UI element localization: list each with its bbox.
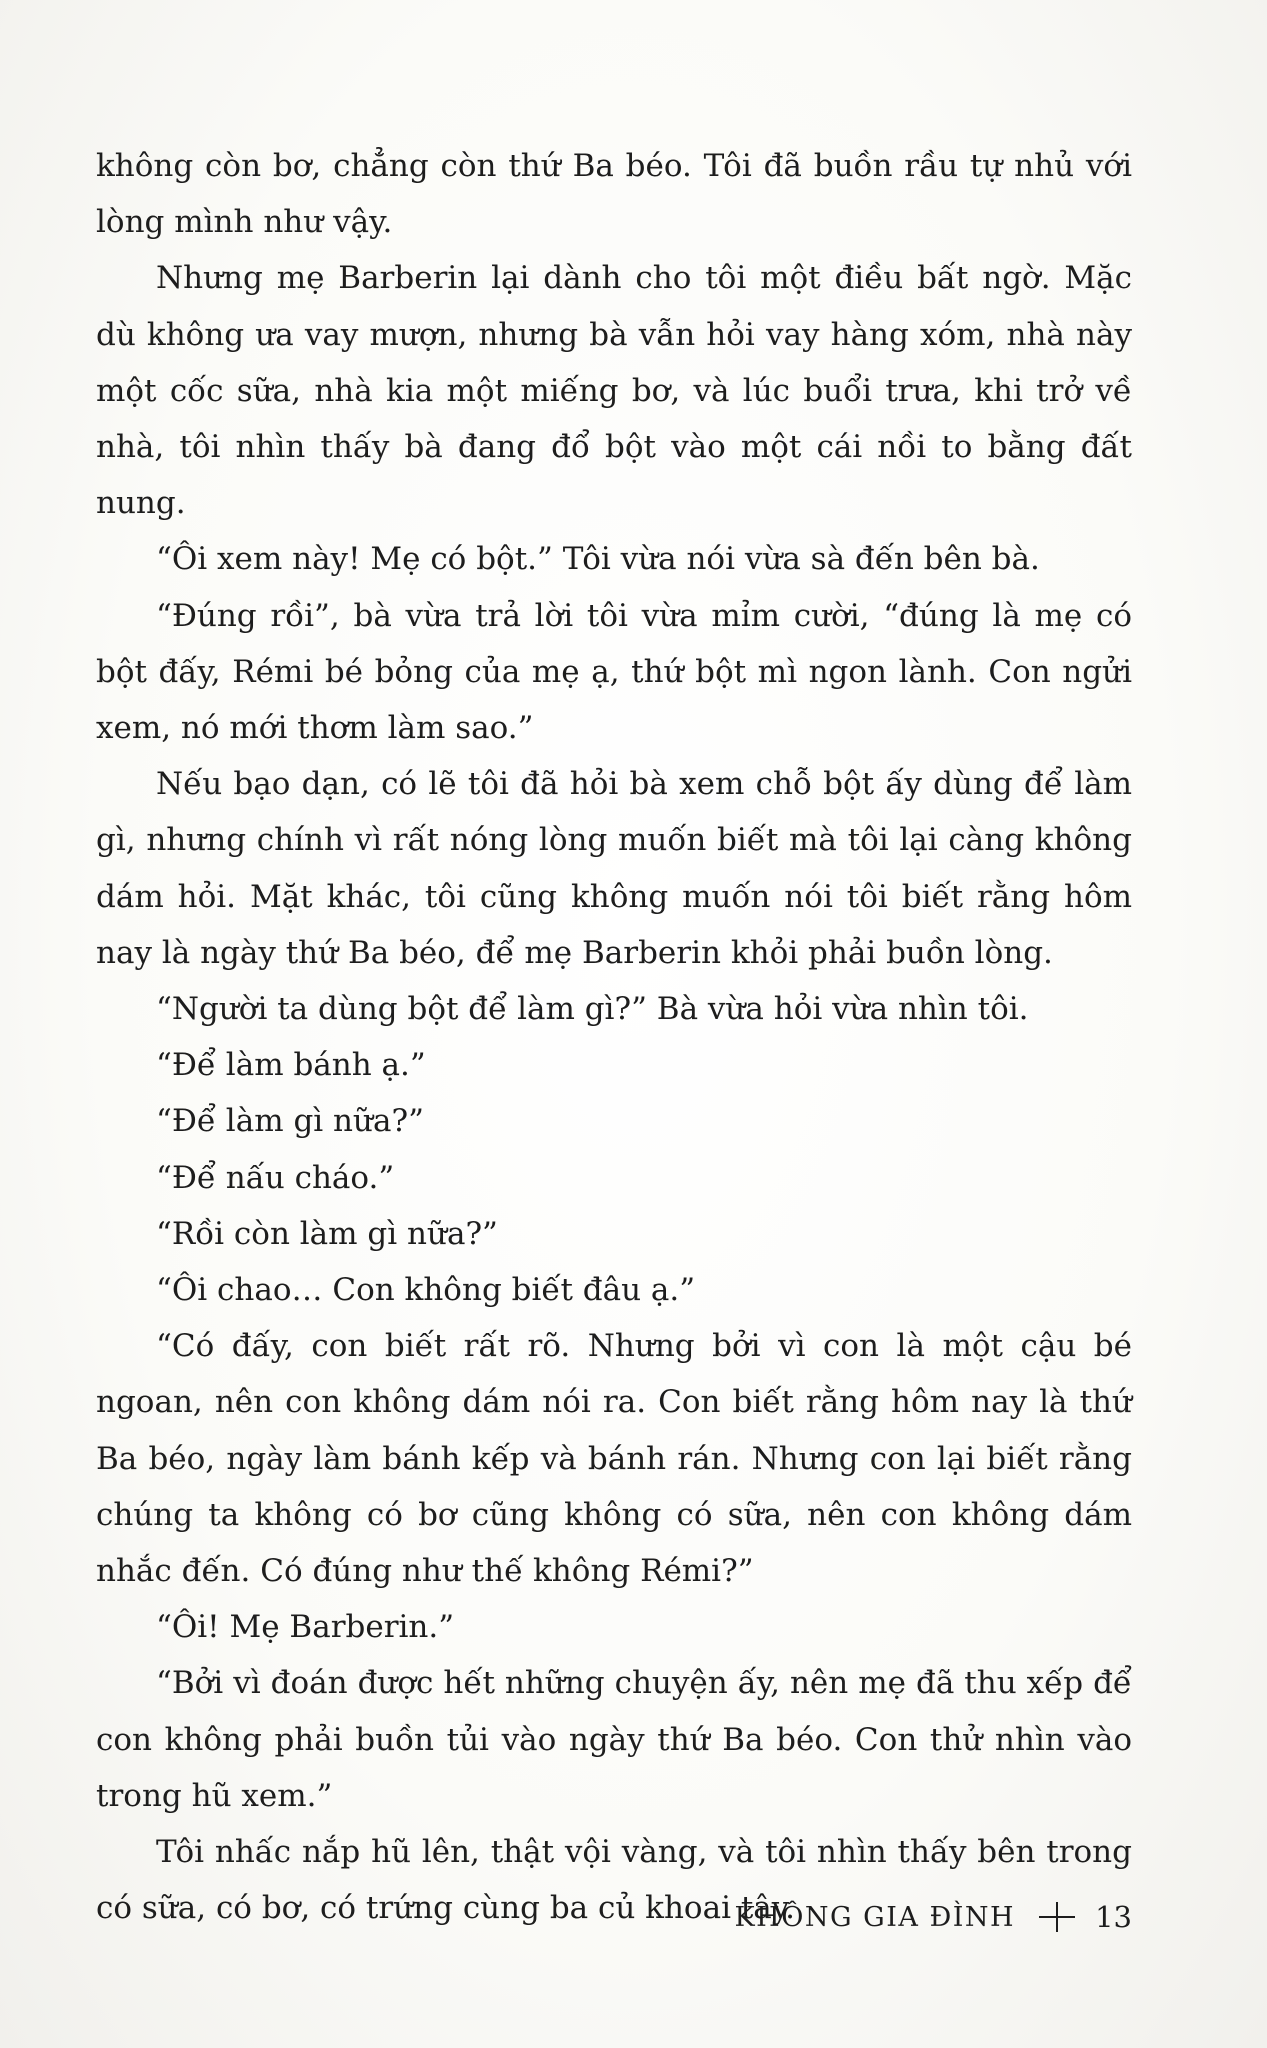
paragraph: “Ôi chao… Con không biết đâu ạ.”	[156, 1272, 696, 1309]
paragraph: “Ôi! Mẹ Barberin.”	[156, 1609, 455, 1646]
paragraph: Nhưng mẹ Barberin lại dành cho tôi một điều bất ngờ. Mặc dù không ưa vay mượn, nhưng bà vẫn hỏi vay hàng xóm, nhà này một cốc sữa, nhà kia một miếng bơ, và lúc buổi trưa, khi trở về nhà, tôi nhìn thấy bà đang đổ bột vào một cái nồi to bằng đất nung.	[96, 260, 1132, 522]
paragraph-continued: không còn bơ, chẳng còn thứ Ba béo. Tôi đã buồn rầu tự nhủ với lòng mình như vậy.	[96, 148, 1132, 241]
paragraph: “Rồi còn làm gì nữa?”	[156, 1215, 498, 1252]
paragraph: “Đúng rồi”, bà vừa trả lời tôi vừa mỉm cười, “đúng là mẹ có bột đấy, Rémi bé bỏng của mẹ ạ, thứ bột mì ngon lành. Con ngửi xem, nó mới thơm làm sao.”	[96, 597, 1132, 747]
paragraph: “Để làm bánh ạ.”	[156, 1047, 426, 1084]
paragraph: Nếu bạo dạn, có lẽ tôi đã hỏi bà xem chỗ bột ấy dùng để làm gì, nhưng chính vì rất nóng lòng muốn biết mà tôi lại càng không dám hỏi. Mặt khác, tôi cũng không muốn nói tôi biết rằng hôm nay là ngày thứ Ba béo, để mẹ Barberin khỏi phải buồn lòng.	[96, 766, 1132, 971]
paragraph: “Để nấu cháo.”	[156, 1159, 395, 1196]
body-text	[96, 138, 1132, 1937]
page-number: 13	[1095, 1900, 1132, 1934]
paragraph: “Người ta dùng bột để làm gì?” Bà vừa hỏi vừa nhìn tôi.	[156, 991, 1029, 1028]
page-footer	[735, 1900, 1132, 1934]
paragraph: “Để làm gì nữa?”	[156, 1103, 424, 1140]
running-title: KHÔNG GIA ĐÌNH	[734, 1901, 1016, 1933]
cross-ornament-icon	[1039, 1900, 1075, 1934]
paragraph: Tôi nhấc nắp hũ lên, thật vội vàng, và tôi nhìn thấy bên trong có sữa, có bơ, có trứng cùng ba củ khoai tây.	[96, 1834, 1132, 1927]
paragraph: “Bởi vì đoán được hết những chuyện ấy, nên mẹ đã thu xếp để con không phải buồn tủi vào ngày thứ Ba béo. Con thử nhìn vào trong hũ xem.”	[96, 1665, 1132, 1814]
paragraph: “Có đấy, con biết rất rõ. Nhưng bởi vì con là một cậu bé ngoan, nên con không dám nói ra. Con biết rằng hôm nay là thứ Ba béo, ngày làm bánh kếp và bánh rán. Nhưng con lại biết rằng chúng ta không có bơ cũng không có sữa, nên con không dám nhắc đến. Có đúng như thế không Rémi?”	[96, 1328, 1132, 1590]
paragraph: “Ôi xem này! Mẹ có bột.” Tôi vừa nói vừa sà đến bên bà.	[156, 541, 1040, 578]
